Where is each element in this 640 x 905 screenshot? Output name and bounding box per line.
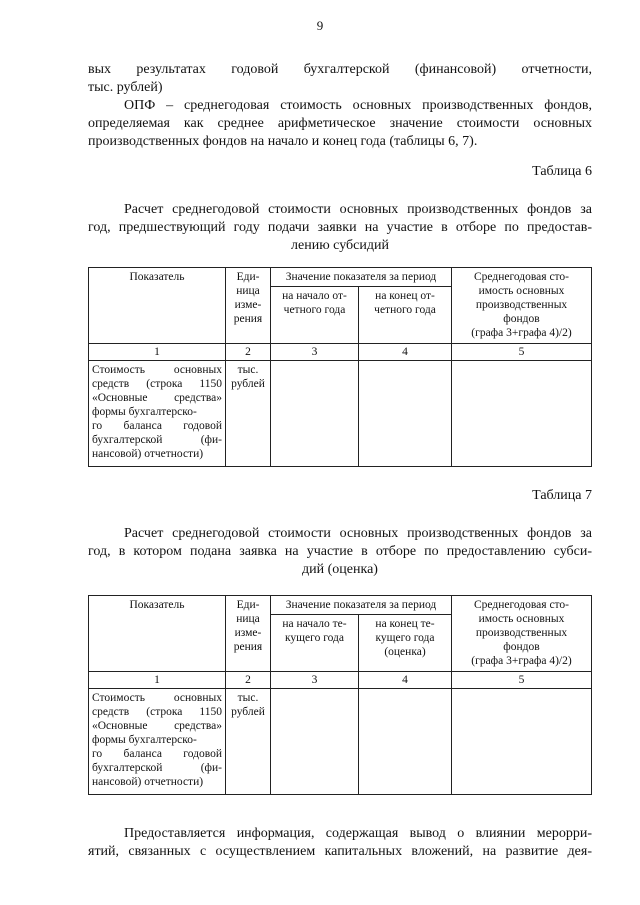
outro-line-1: Предоставляется информация, содержащая вывод о влиянии мероpри- <box>124 826 592 841</box>
table6-colnum-1: 1 <box>89 344 226 361</box>
table6-header-start: на начало от- четного года <box>271 287 359 344</box>
table7-cell-start <box>271 689 359 795</box>
table7-title-line-3: дий (оценка) <box>302 562 378 577</box>
table7-header-value: Значение показателя за период <box>271 596 452 615</box>
table6-row-unit: тыс. рублей <box>226 361 271 467</box>
table7-colnum-2: 2 <box>226 672 271 689</box>
table6-header-indicator: Показатель <box>89 268 226 344</box>
table6-colnum-5: 5 <box>452 344 592 361</box>
table7-header-start: на начало те- кущего года <box>271 615 359 672</box>
table6 <box>88 267 592 467</box>
table7-label: Таблица 7 <box>532 488 592 503</box>
intro-line-4: определяемая как среднее арифметическое значение стоимости основных <box>88 116 592 131</box>
table7-header-indicator: Показатель <box>89 596 226 672</box>
table7-header-end: на конец те- кущего года (оценка) <box>359 615 452 672</box>
table6-cell-end <box>359 361 452 467</box>
table6-header-unit: Еди- ница изме- рения <box>226 268 271 344</box>
table7-colnum-4: 4 <box>359 672 452 689</box>
table6-header-value: Значение показателя за период <box>271 268 452 287</box>
table6-colnum-2: 2 <box>226 344 271 361</box>
intro-line-1: вых результатах годовой бухгалтерской (финансовой) отчетности, <box>88 62 592 77</box>
table7 <box>88 595 592 795</box>
intro-line-2: тыс. рублей) <box>88 80 163 95</box>
table7-row-indicator: Стоимость основных средств (строка 1150 «Основные средства» формы бухгалтерско- го баланса годовой бухгалтерской (фи- нансовой) отчетности) <box>89 689 226 795</box>
table7-cell-end <box>359 689 452 795</box>
table7-colnum-1: 1 <box>89 672 226 689</box>
table7-title-line-2: год, в котором подана заявка на участие в отборе по предоставлению субси- <box>88 544 592 559</box>
table7-colnum-3: 3 <box>271 672 359 689</box>
table7-header-average: Среднегодовая сто- имость основных производственных фондов (графа 3+графа 4)/2) <box>452 596 592 672</box>
table7-title-line-1: Расчет среднегодовой стоимости основных производственных фондов за <box>124 526 592 541</box>
table6-header-average: Среднегодовая сто- имость основных производственных фондов (графа 3+графа 4)/2) <box>452 268 592 344</box>
intro-line-5: производственных фондов на начало и конец года (таблицы 6, 7). <box>88 134 478 149</box>
table7-header-unit: Еди- ница изме- рения <box>226 596 271 672</box>
table6-cell-average <box>452 361 592 467</box>
table6-row-indicator: Стоимость основных средств (строка 1150 «Основные средства» формы бухгалтерско- го баланса годовой бухгалтерской (фи- нансовой) отчетности) <box>89 361 226 467</box>
table6-label: Таблица 6 <box>532 164 592 179</box>
table6-title-line-2: год, предшествующий году подачи заявки на участие в отборе по предостав- <box>88 220 592 235</box>
table6-colnum-4: 4 <box>359 344 452 361</box>
page-number: 9 <box>316 18 324 33</box>
table6-header-end: на конец от- четного года <box>359 287 452 344</box>
table7-colnum-5: 5 <box>452 672 592 689</box>
table6-title-line-1: Расчет среднегодовой стоимости основных производственных фондов за <box>124 202 592 217</box>
table6-cell-start <box>271 361 359 467</box>
table7-cell-average <box>452 689 592 795</box>
outro-line-2: ятий, связанных с осуществлением капитальных вложений, на развитие дея- <box>88 844 592 859</box>
table6-colnum-3: 3 <box>271 344 359 361</box>
table7-row-unit: тыс. рублей <box>226 689 271 795</box>
table6-title-line-3: лению субсидий <box>291 238 389 253</box>
intro-line-3: ОПФ – среднегодовая стоимость основных производственных фондов, <box>124 98 592 113</box>
